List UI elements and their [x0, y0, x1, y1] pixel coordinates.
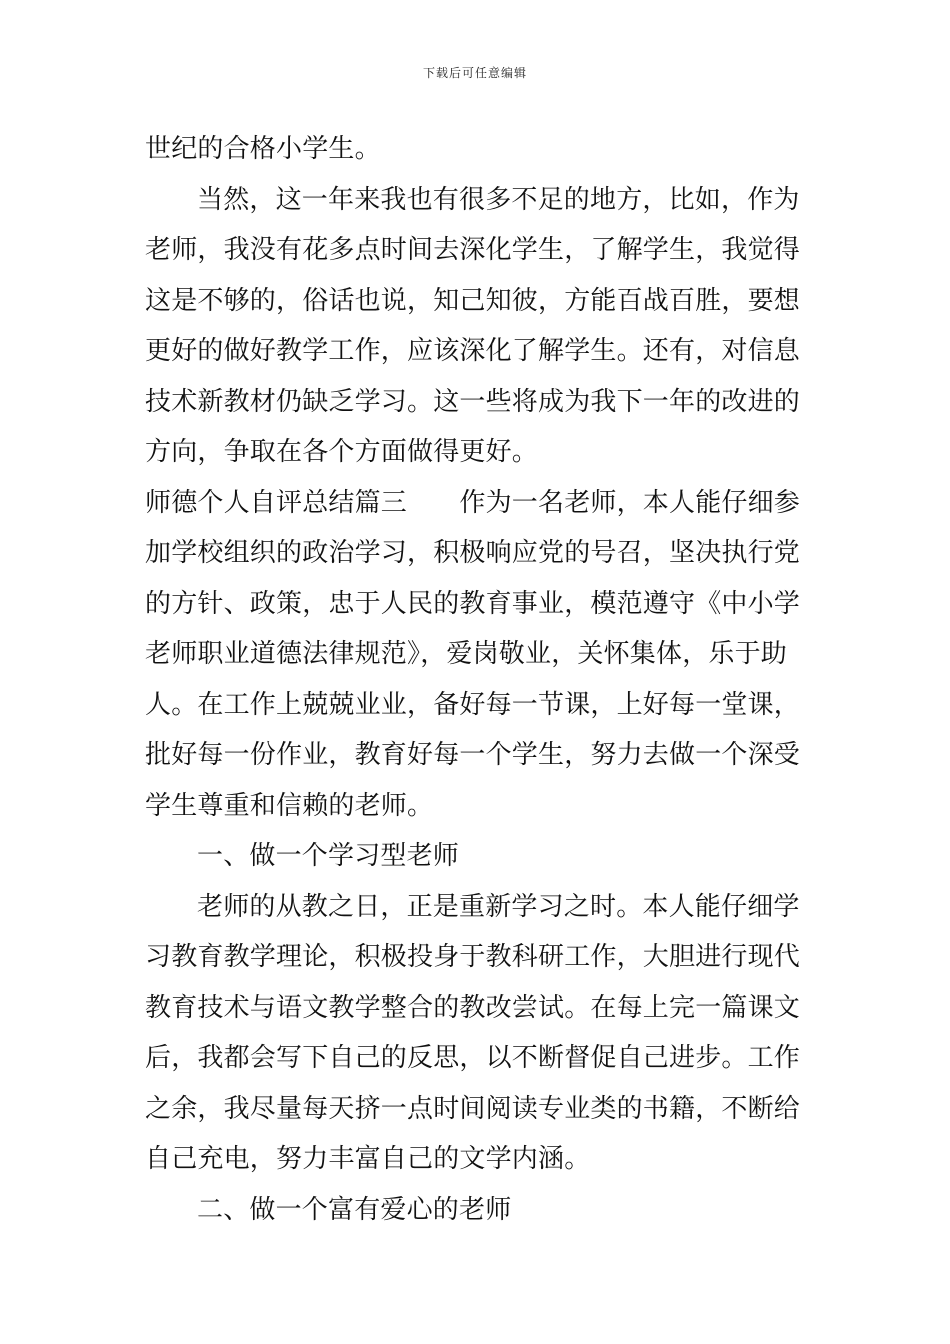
text-line: 加学校组织的政治学习，积极响应党的号召，坚决执行党: [145, 538, 801, 568]
text-line: 学生尊重和信赖的老师。: [145, 790, 434, 821]
text-line: 当然，这一年来我也有很多不足的地方，比如，作为: [197, 184, 800, 215]
text-line: 批好每一份作业，教育好每一个学生，努力去做一个深受: [145, 740, 801, 770]
subheading-line: 一、做一个学习型老师: [197, 841, 460, 871]
document-body: [145, 124, 809, 1235]
text-line: 这是不够的，俗话也说，知己知彼，方能百战百胜，要想: [145, 285, 801, 316]
text-line: 世纪的合格小学生。: [145, 134, 381, 164]
text-line: 方向，争取在各个方面做得更好。: [145, 437, 539, 467]
text-line: 更好的做好教学工作，应该深化了解学生。还有，对信息: [145, 336, 801, 366]
text-line: 之余，我尽量每天挤一点时间阅读专业类的书籍，不断给: [145, 1093, 801, 1124]
text-line: 后，我都会写下自己的反思，以不断督促自己进步。工作: [145, 1043, 801, 1073]
section-title-line: 师德个人自评总结篇三 作为一名老师，本人能仔细参: [145, 487, 801, 518]
text-line: 习教育教学理论，积极投身于教科研工作，大胆进行现代: [145, 942, 801, 972]
text-line: 老师职业道德法律规范》，爱岗敬业，关怀集体，乐于助: [145, 639, 788, 669]
text-line: 的方针、政策，忠于人民的教育事业，模范遵守《中小学: [145, 588, 801, 619]
text-line: 技术新教材仍缺乏学习。这一些将成为我下一年的改进的: [145, 386, 801, 417]
text-line: 老师的从教之日，正是重新学习之时。本人能仔细学: [197, 891, 800, 922]
text-line: 教育技术与语文教学整合的教改尝试。在每上完一篇课文: [145, 992, 801, 1023]
page-header: 下载后可任意编辑: [422, 66, 527, 80]
subheading-line: 二、做一个富有爱心的老师: [197, 1194, 512, 1225]
text-line: 老师，我没有花多点时间去深化学生，了解学生，我觉得: [145, 235, 801, 265]
text-line: 人。在工作上兢兢业业，备好每一节课，上好每一堂课，: [145, 689, 801, 720]
text-line: 自己充电，努力丰富自己的文学内涵。: [145, 1144, 591, 1174]
